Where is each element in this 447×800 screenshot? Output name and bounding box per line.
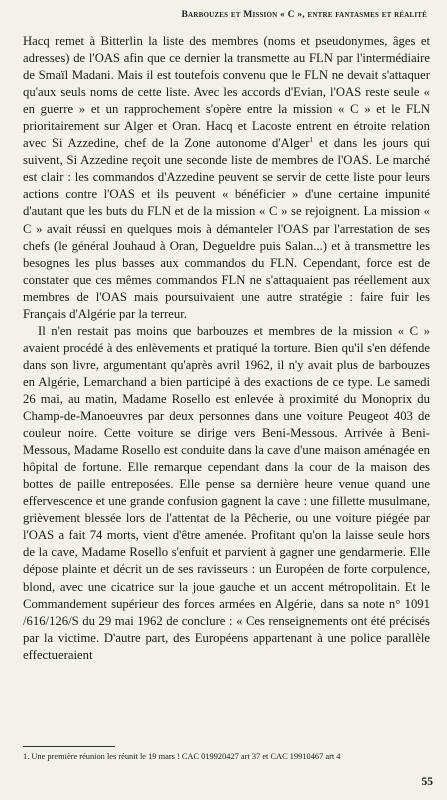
footnote-divider xyxy=(23,746,115,747)
paragraph-1 xyxy=(23,33,430,323)
paragraph-1-text-after-note: et dans les jours qui suivent, Si Azzedine reçoit une seconde liste de membres de l'OAS. Le marché est clair : les commandos d'Azzedine peuvent se servir de cette liste pour leurs actions contre l'OAS et ils peuvent « bénéficier » d'une certaine impunité d'autant que les buts du FLN et de la mission « C » se rejoignent. La mission « C » avait réussi en quelques mois à démanteler l'OAS par l'arrestation de ses chefs (le général Jouhaud à Oran, Degueldre puis Salan...) et à transmettre les besognes les plus basses aux commandos du FLN. Cependant, force est de constater que ces mêmes commandos FLN ne s'attaquaient pas réellement aux membres de l'OAS mais poursuivaient une autre stratégie : faire fuir les Français d'Algérie par la terreur. xyxy=(23,136,430,321)
footnote: 1. Une première réunion les réunit le 19 mars ! CAC 019920427 art 37 et CAC 19910467 art 4 xyxy=(23,752,341,761)
footnote-reference: 1 xyxy=(309,135,314,145)
body-text xyxy=(23,33,430,664)
paragraph-2: Il n'en restait pas moins que barbouzes et membres de la mission « C » avaient procédé à des enlèvements et pratiqué la torture. Bien qu'il s'en défende dans son livre, argumentant qu'après avril 1962, il n'y avait plus de barbouzes en Algérie, Lemarchand a bien participé à des exactions de ce type. Le samedi 26 mai, au matin, Madame Rosello est enlevée à proximité du Monoprix du Champ-de-Manoeuvres par deux personnes dans une voiture Peugeot 403 de couleur noire. Cette voiture se dirige vers Beni-Messous. Arrivée à Beni-Messous, Madame Rosello est conduite dans la cave d'une maison aménagée en hôpital de fortune. Elle remarque cependant dans la cour de la maison des bottes de paille entreposées. Elle pense sa dernière heure venue quand une effervescence et une grande confusion gagnent la cave : une fillette musulmane, grièvement blessée lors de l'attentat de la Pêcherie, ou une voiture piégée par l'OAS a fait 74 morts, vient d'être amenée. Profitant qu'on la laisse seule hors de la cave, Madame Rosello s'enfuit et parvient à gagner une gendarmerie. Elle dépose plainte et décrit un de ses ravisseurs : un Européen de forte corpulence, blond, avec une cicatrice sur la joue gauche et un accent métropolitain. Et le Commandement supérieur des forces armées en Algérie, dans sa note n° 1091 /616/126/S du 29 mai 1962 de conclure : « Ces renseignements ont été précisés par la victime. D'autre part, des Européens appartenant à une police parallèle effectueraient xyxy=(23,323,430,662)
paragraph-1-text-before-note: Hacq remet à Bitterlin la liste des membres (noms et pseudonymes, âges et adresses) de l'OAS afin que ce dernier la transmette au FLN par l'intermédiaire de Smaïl Madani. Mais il est toutefois convenu que le FLN ne devait s'attaquer qu'aux seuls noms de cette liste. Avec les accords d'Evian, l'OAS reste seule « en guerre » et un rapprochement s'opère entre la mission « C » et le FLN prioritairement sur Alger et Oran. Hacq et Lacoste entrent en étroite relation avec Si Azzedine, chef de la Zone autonome d'Alger xyxy=(23,34,430,151)
running-head: Barbouzes et Mission « C », entre fantasmes et réalité xyxy=(181,9,427,20)
page-number: 55 xyxy=(421,776,433,788)
